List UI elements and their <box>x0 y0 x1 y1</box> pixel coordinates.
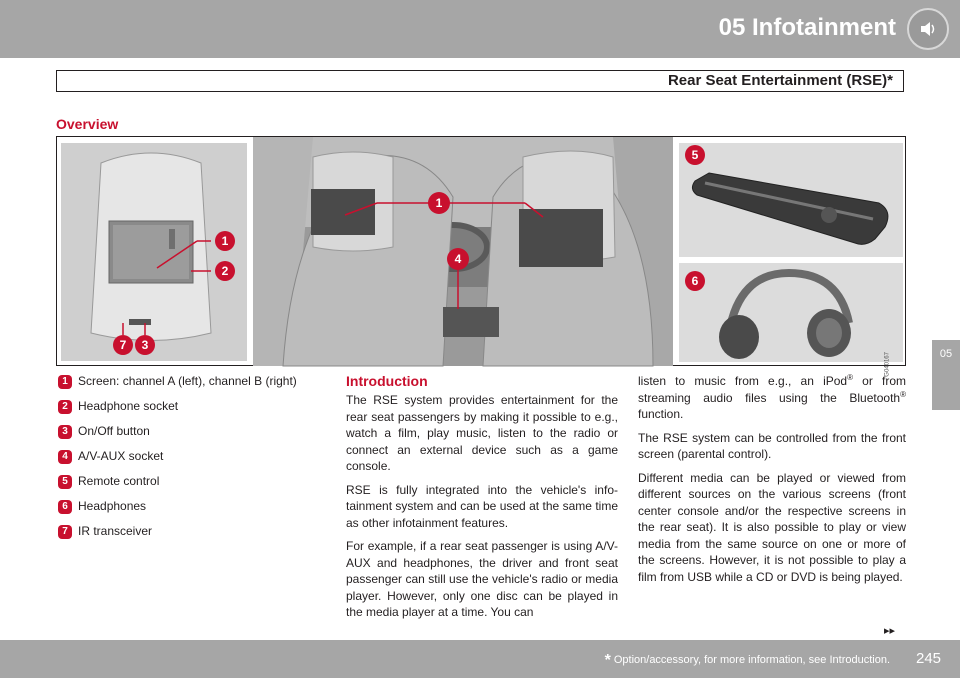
callout-5 <box>685 145 705 165</box>
intro-paragraph: The RSE system can be controlled from the front screen (parental control). <box>638 430 906 461</box>
headrest-panel <box>61 143 247 361</box>
ir-window-shape <box>129 319 151 325</box>
remote-control-panel <box>679 143 903 257</box>
left-earcup-shape <box>719 315 759 359</box>
speaker-glyph <box>917 18 939 40</box>
page-number: 245 <box>916 650 942 667</box>
footer-note-text: Option/accessory, for more information, see Introduction. <box>610 654 890 666</box>
callout-7 <box>113 335 133 355</box>
svg-text:6: 6 <box>691 274 699 288</box>
legend-text: Headphone socket <box>78 399 179 413</box>
legend-number-badge: 6 <box>58 500 72 514</box>
legend-item <box>58 523 328 548</box>
legend-number-badge: 4 <box>58 450 72 464</box>
legend-item <box>58 423 328 448</box>
headphones-panel <box>679 263 903 377</box>
screen-a-shape <box>311 189 375 235</box>
header-band <box>0 0 960 58</box>
headphones-illustration <box>679 263 903 362</box>
svg-text:2: 2 <box>221 264 229 278</box>
speaker-icon[interactable] <box>907 8 949 50</box>
svg-text:3: 3 <box>141 338 149 352</box>
legend-text: Remote control <box>78 474 160 488</box>
legend-item <box>58 498 328 523</box>
legend-number-badge: 2 <box>58 400 72 414</box>
svg-text:5: 5 <box>691 148 699 162</box>
legend-number-badge: 7 <box>58 525 72 539</box>
overview-heading: Overview <box>56 116 119 132</box>
svg-text:4: 4 <box>454 252 462 266</box>
callout-2 <box>215 261 235 281</box>
svg-text:7: 7 <box>119 338 127 352</box>
intro-heading: Introduction <box>346 373 428 389</box>
intro-column-1 <box>346 373 618 628</box>
ipod-text: listen to music from e.g., an iPod <box>638 374 848 388</box>
chapter-side-tab[interactable] <box>932 340 960 410</box>
footer-note <box>605 652 890 670</box>
legend-number-badge: 3 <box>58 425 72 439</box>
legend-list <box>58 373 328 548</box>
registered-mark: ® <box>900 389 906 399</box>
car-interior-panel <box>253 137 673 366</box>
footer-band <box>0 640 960 678</box>
legend-item <box>58 448 328 473</box>
callout-3 <box>135 335 155 355</box>
callout-4 <box>447 248 469 270</box>
figure-code: G040167 <box>885 352 891 377</box>
legend-text: On/Off button <box>78 424 150 438</box>
legend-text: Headphones <box>78 499 147 513</box>
screen-b-shape <box>519 209 603 267</box>
legend-text: IR transceiver <box>78 524 153 538</box>
continue-arrows-icon: ▸▸ <box>884 625 896 637</box>
intro-paragraph: Different media can be played or viewed from different sources on the various screens (front center console and/or the respective screens in the rear seat). It is also possible to play or view media from the same source on one or more of the screens. However, it is not possible to play a film from USB while a CD or DVD is being played. <box>638 470 906 584</box>
asterisk: * <box>604 652 611 669</box>
legend-item <box>58 398 328 423</box>
remote-control-illustration <box>679 143 903 257</box>
rse-overview-figure <box>56 136 906 377</box>
svg-text:1: 1 <box>221 234 229 248</box>
intro-column-2 <box>638 373 906 592</box>
side-tab-label: 05 <box>939 348 953 360</box>
legend-number-badge: 1 <box>58 375 72 389</box>
section-title: Rear Seat Entertainment (RSE)* <box>667 72 893 89</box>
callout-1-left <box>215 231 235 251</box>
intro-paragraph: The RSE system provides entertainment for the rear seat passengers by making it possible to e.g., watch a film, play music, listen to the radio or connect an external device such as a game console. <box>346 393 618 473</box>
function-text: function. <box>638 407 684 421</box>
legend-item <box>58 473 328 498</box>
legend-text: Screen: channel A (left), channel B (right) <box>78 374 297 388</box>
intro-paragraph-ipod <box>638 373 906 423</box>
legend-number-badge: 5 <box>58 475 72 489</box>
legend-item <box>58 373 328 398</box>
car-interior-illustration <box>253 137 673 366</box>
intro-paragraph: For example, if a rear seat passenger is using A/V-AUX and headphones, the driver and front seat passenger can still use the vehicle's radio or media player. However, only one disc can be played in the media player at a time. You can <box>346 539 618 619</box>
svg-text:1: 1 <box>435 196 443 210</box>
registered-mark: ® <box>847 373 853 382</box>
headrest-illustration <box>61 143 247 361</box>
legend-text: A/V-AUX socket <box>78 449 164 463</box>
chapter-title: 05 Infotainment <box>718 14 896 41</box>
intro-paragraph: RSE is fully integrated into the vehicle's info-tainment system and can be used at the same time as other infotainment features. <box>346 482 618 530</box>
callout-1-main <box>428 192 450 214</box>
section-title-box <box>56 70 904 92</box>
bluetooth-text: or from streaming audio files using the Bluetooth <box>638 374 907 405</box>
callout-6 <box>685 271 705 291</box>
